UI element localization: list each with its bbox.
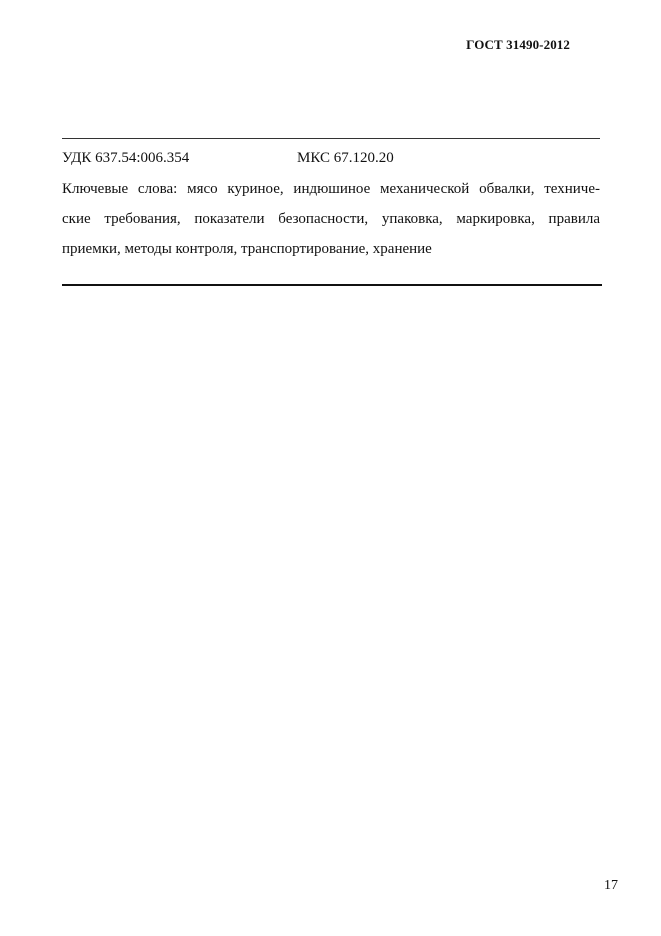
page-number: 17 — [604, 878, 618, 893]
mks-code: МКС 67.120.20 — [297, 150, 394, 166]
udc-code: УДК 637.54:006.354 — [62, 150, 190, 166]
keywords-paragraph — [62, 174, 600, 264]
keywords-line: Ключевые слова: мясо куриное, индюшиное механической обвалки, техниче- — [62, 181, 600, 197]
bottom-divider — [62, 284, 602, 286]
classification-row — [62, 150, 600, 170]
top-divider — [62, 138, 600, 139]
document-standard-code: ГОСТ 31490-2012 — [466, 37, 570, 52]
keywords-line: ские требования, показатели безопасности, упаковка, маркировка, правила — [62, 211, 600, 227]
keywords-line: приемки, методы контроля, транспортирование, хранение — [62, 241, 432, 257]
